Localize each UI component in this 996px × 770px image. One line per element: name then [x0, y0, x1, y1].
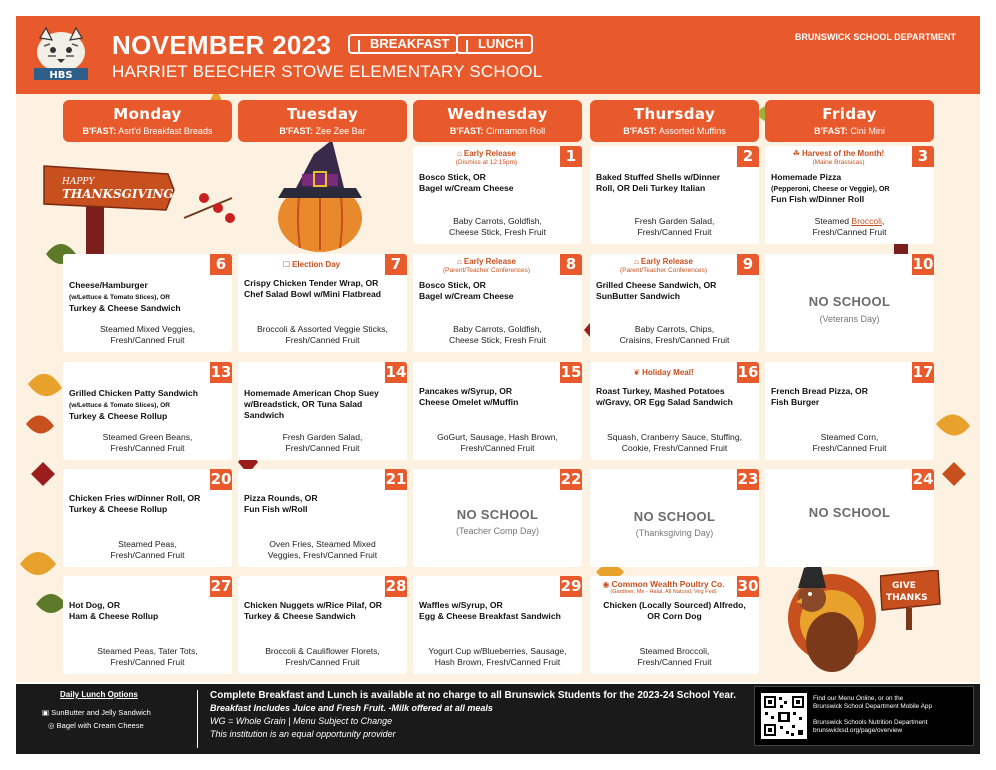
- bfast-item: Asrt'd Breakfast Breads: [118, 126, 213, 136]
- no-school-reason: (Veterans Day): [819, 314, 880, 324]
- lunch-pill: ❙ LUNCH: [456, 34, 533, 54]
- day-cell-13: [63, 362, 232, 460]
- lunch-options-title: Daily Lunch Options: [60, 690, 138, 699]
- top-margin: [0, 0, 996, 16]
- bfast-item: Zee Zee Bar: [315, 126, 366, 136]
- bfast-label: B'FAST:: [82, 126, 117, 136]
- chicken-icon: ◉: [602, 580, 610, 589]
- day-number: 10: [912, 255, 934, 273]
- day-cell-10: [765, 254, 934, 352]
- day-number: 20: [210, 470, 232, 488]
- happy-thanksgiving-sign: [42, 160, 182, 220]
- footer-free-meals: Complete Breakfast and Lunch is available at no charge to all Brunswick Students for the 2023-24 School Year.: [210, 690, 737, 701]
- footer-divider: [197, 690, 198, 748]
- sides-line: Steamed Green Beans,: [102, 432, 193, 442]
- day-number: 17: [912, 363, 934, 381]
- day-cell-21: [238, 469, 407, 567]
- header-banner: [16, 16, 980, 94]
- day-number: 6: [210, 254, 232, 275]
- entree-line: Turkey & Cheese Sandwich: [69, 303, 181, 313]
- school-icon: ⌂: [457, 257, 462, 266]
- sides-text: Steamed: [814, 216, 852, 226]
- day-cell-3: [765, 146, 934, 244]
- entree-line: Bosco Stick, OR: [419, 280, 486, 290]
- sides-line: Steamed Mixed Veggies,: [99, 324, 196, 334]
- sides-line: Veggies, Fresh/Canned Fruit: [267, 550, 378, 560]
- entree-note: (w/Lettuce & Tomato Slices), OR: [69, 294, 170, 301]
- entree-line: Pancakes w/Syrup, OR: [419, 386, 513, 396]
- bfast-label: B'FAST:: [814, 126, 848, 136]
- entree-line: w/Breadstick, OR Tuna Salad: [244, 399, 363, 409]
- bfast-item: Assorted Muffins: [658, 126, 726, 136]
- sides-line: Fresh/Canned Fruit: [285, 657, 360, 667]
- lunch-option-2: ◎ Bagel with Cream Cheese: [48, 721, 144, 730]
- footer-wg-note: WG = Whole Grain | Menu Subject to Change: [210, 716, 393, 726]
- day-cell-16: [590, 362, 759, 460]
- sides-line: Fresh/Canned Fruit: [110, 550, 185, 560]
- no-school-label: NO SCHOOL: [808, 294, 891, 309]
- entree-line: Sandwich: [244, 410, 285, 420]
- day-cell-15: [413, 362, 582, 460]
- event-tag: Early Release: [463, 149, 516, 158]
- day-number: 21: [385, 470, 407, 488]
- event-tag: Early Release: [640, 257, 693, 266]
- day-number: 24: [912, 470, 934, 488]
- sides-line: Fresh/Canned Fruit: [637, 227, 712, 237]
- fork-icon: ❙: [354, 38, 365, 52]
- ballot-icon: ☐: [282, 260, 291, 269]
- no-school-reason: (Thanksgiving Day): [635, 528, 714, 538]
- bfast-label: B'FAST:: [279, 126, 314, 136]
- qr-text-department: Brunswick Schools Nutrition Department brunswicksd.org/page/overview: [813, 719, 928, 734]
- day-number: 23: [737, 470, 759, 488]
- qr-text-online: Find our Menu Online, or on the Brunswick School Department Mobile App: [813, 695, 932, 710]
- turkey-decoration: [772, 558, 892, 682]
- day-number: 7: [385, 254, 407, 275]
- day-name: Thursday: [633, 105, 716, 123]
- day-number: 29: [560, 577, 582, 595]
- svg-text:HBS: HBS: [49, 70, 73, 81]
- bfast-label: B'FAST:: [623, 126, 657, 136]
- footer: [16, 684, 980, 754]
- entree-line: Turkey & Cheese Sandwich: [244, 611, 356, 621]
- entree-line: Grilled Cheese Sandwich, OR: [596, 280, 717, 290]
- bfast-label: B'FAST:: [449, 126, 484, 136]
- entree-line: Ham & Cheese Rollup: [69, 611, 159, 621]
- entree-line: w/Gravy, OR Egg Salad Sandwich: [596, 397, 733, 407]
- sides-line: Steamed Peas,: [118, 539, 177, 549]
- entree-line: SunButter Sandwich: [596, 291, 681, 301]
- entree-line: OR Corn Dog: [647, 611, 702, 621]
- entree-line: Cheese Omelet w/Muffin: [419, 397, 519, 407]
- event-tag: Harvest of the Month!: [801, 149, 885, 158]
- breakfast-pill: ❙ BREAKFAST: [348, 34, 458, 54]
- day-cell-6: [63, 254, 232, 352]
- sides-line: Squash, Cranberry Sauce, Stuffing,: [606, 432, 743, 442]
- day-cell-20: [63, 469, 232, 567]
- day-name: Friday: [822, 105, 877, 123]
- no-school-label: NO SCHOOL: [633, 509, 716, 524]
- entree-line: Chicken Nuggets w/Rice Pilaf, OR: [244, 600, 383, 610]
- day-number: 28: [385, 577, 407, 595]
- day-cell-17: [765, 362, 934, 460]
- dayhead-friday: [765, 100, 934, 142]
- entree-line: Chef Salad Bowl w/Mini Flatbread: [244, 289, 382, 299]
- entree-line: Bosco Stick, OR: [419, 172, 486, 182]
- entree-line: Hot Dog, OR: [69, 600, 121, 610]
- sides-line: Fresh/Canned Fruit: [285, 335, 360, 345]
- day-number: 27: [210, 577, 232, 595]
- sides-text: ,: [881, 216, 885, 226]
- day-number: 8: [560, 254, 582, 275]
- pumpkin-hat-decoration: [262, 134, 382, 254]
- entree-line: Chicken Fries w/Dinner Roll, OR: [69, 493, 201, 503]
- qr-code-box[interactable]: [754, 686, 974, 746]
- entree-line: Grilled Chicken Patty Sandwich: [69, 388, 198, 398]
- entree-note: (w/Lettuce & Tomato Slices), OR: [69, 402, 170, 409]
- day-number: 9: [737, 254, 759, 275]
- dayhead-tuesday: [238, 100, 407, 142]
- sides-line: Fresh/Canned Fruit: [812, 227, 887, 237]
- dayhead-wednesday: [413, 100, 582, 142]
- leaf-icon: ☘: [792, 149, 800, 158]
- sides-line: Fresh Garden Salad,: [634, 216, 715, 226]
- sides-line: Oven Fries, Steamed Mixed: [269, 539, 376, 549]
- footer-breakfast-note: Breakfast Includes Juice and Fresh Fruit. -Milk offered at all meals: [210, 703, 493, 713]
- school-icon: ⌂: [457, 149, 462, 158]
- school-icon: ⌂: [634, 257, 639, 266]
- sides-line: Craisins, Fresh/Canned Fruit: [619, 335, 730, 345]
- event-subtag: (Parent/Teacher Conferences): [442, 267, 531, 274]
- qr-code[interactable]: [761, 693, 807, 739]
- day-cell-22: [413, 469, 582, 567]
- sides-line: Hash Brown, Fresh/Canned Fruit: [434, 657, 561, 667]
- event-subtag: (Parent/Teacher Conferences): [619, 267, 708, 274]
- day-number: 16: [737, 363, 759, 381]
- sides-line: Fresh/Canned Fruit: [110, 443, 185, 453]
- sides-line: Cookie, Fresh/Canned Fruit: [621, 443, 728, 453]
- entree-line: Turkey & Cheese Rollup: [69, 504, 168, 514]
- fork-icon: ❙: [462, 38, 473, 52]
- sign-give: GIVE: [892, 581, 916, 591]
- day-number: 2: [737, 146, 759, 167]
- month-title: NOVEMBER 2023: [112, 30, 332, 60]
- cat-mascot-logo: [30, 26, 92, 82]
- sides-line: Fresh/Canned Fruit: [812, 443, 887, 453]
- event-subtag: (Gardiner, Me - Halal, All Natural, Veg Fed): [610, 589, 717, 595]
- sides-line: Fresh/Canned Fruit: [110, 657, 185, 667]
- day-cell-2: [590, 146, 759, 244]
- sides-line: Steamed Corn,: [820, 432, 879, 442]
- broccoli-link[interactable]: Broccoli: [851, 216, 882, 226]
- entree-line: Fun Fish w/Dinner Roll: [771, 194, 865, 204]
- bagel-icon: ◎: [48, 721, 55, 730]
- department-name: BRUNSWICK SCHOOL DEPARTMENT: [794, 32, 956, 42]
- entree-line: Cheese/Hamburger: [69, 280, 148, 290]
- sides-line: Yogurt Cup w/Blueberries, Sausage,: [428, 646, 567, 656]
- entree-line: Chicken (Locally Sourced) Alfredo,: [603, 600, 746, 610]
- entree-line: Bagel w/Cream Cheese: [419, 291, 514, 301]
- no-school-label: NO SCHOOL: [808, 505, 891, 520]
- day-cell-1: [413, 146, 582, 244]
- day-number: 1: [560, 146, 582, 167]
- entree-line: Fun Fish w/Roll: [244, 504, 308, 514]
- entree-line: Homemade Pizza: [771, 172, 842, 182]
- day-name: Monday: [113, 105, 182, 123]
- event-subtag: (Dismiss at 12:15pm): [455, 159, 518, 166]
- give-thanks-sign: [880, 570, 942, 630]
- entree-line: Crispy Chicken Tender Wrap, OR: [244, 278, 379, 288]
- banner-happy: HAPPY: [62, 177, 95, 187]
- day-number: 13: [210, 363, 232, 381]
- sides-line: Fresh Garden Salad,: [282, 432, 363, 442]
- day-cell-30: [590, 576, 759, 674]
- day-cell-28: [238, 576, 407, 674]
- sides-line: Fresh/Canned Fruit: [110, 335, 185, 345]
- sides-line: Baby Carrots, Goldfish,: [453, 216, 542, 226]
- entree-line: (Pepperoni, Cheese or Veggie), OR: [771, 184, 890, 193]
- entree-line: Roll, OR Deli Turkey Italian: [596, 183, 706, 193]
- event-tag: Early Release: [463, 257, 516, 266]
- sides-line: Cheese Stick, Fresh Fruit: [449, 335, 546, 345]
- day-name: Wednesday: [447, 105, 548, 123]
- day-cell-24: [765, 469, 934, 567]
- sides-line: Fresh/Canned Fruit: [460, 443, 535, 453]
- day-number: 14: [385, 363, 407, 381]
- entree-line: Turkey & Cheese Rollup: [69, 411, 168, 421]
- sign-thanks: THANKS: [886, 593, 928, 603]
- sides-line: Fresh/Canned Fruit: [637, 657, 712, 667]
- dayhead-monday: [63, 100, 232, 142]
- entree-line: Bagel w/Cream Cheese: [419, 183, 514, 193]
- sides-line: Baby Carrots, Chips,: [634, 324, 715, 334]
- footer-equal-opportunity: This institution is an equal opportunity provider: [210, 729, 396, 739]
- entree-line: Roast Turkey, Mashed Potatoes: [596, 386, 725, 396]
- day-number: 3: [912, 146, 934, 167]
- entree-line: Fish Burger: [771, 397, 820, 407]
- no-school-label: NO SCHOOL: [456, 507, 539, 522]
- event-tag: Election Day: [292, 260, 341, 269]
- event-tag: Common Wealth Poultry Co.: [611, 579, 725, 589]
- day-cell-9: [590, 254, 759, 352]
- entree-line: French Bread Pizza, OR: [771, 386, 868, 396]
- sandwich-icon: ▣: [42, 708, 50, 717]
- day-cell-29: [413, 576, 582, 674]
- sides-line: Cheese Stick, Fresh Fruit: [449, 227, 546, 237]
- dayhead-thursday: [590, 100, 759, 142]
- day-cell-27: [63, 576, 232, 674]
- event-tag: Holiday Meal!: [642, 368, 694, 377]
- sides-line: Fresh/Canned Fruit: [285, 443, 360, 453]
- day-number: 30: [737, 577, 759, 595]
- sides-line: Steamed Broccoli,: [639, 646, 710, 656]
- bfast-item: Cini Mini: [850, 126, 885, 136]
- bfast-item: Cinnamon Roll: [486, 126, 546, 136]
- sides-line: Broccoli & Assorted Veggie Sticks,: [257, 324, 388, 334]
- day-cell-7: [238, 254, 407, 352]
- event-subtag: (Maine Brassicas): [812, 159, 865, 166]
- entree-line: Waffles w/Syrup, OR: [419, 600, 503, 610]
- entree-line: Pizza Rounds, OR: [244, 493, 318, 503]
- sides-line: GoGurt, Sausage, Hash Brown,: [437, 432, 558, 442]
- entree-line: Homemade American Chop Suey: [244, 388, 379, 398]
- sides-line: Baby Carrots, Goldfish,: [453, 324, 542, 334]
- day-cell-14: [238, 362, 407, 460]
- day-cell-8: [413, 254, 582, 352]
- sides-line: Steamed Peas, Tater Tots,: [97, 646, 198, 656]
- school-name: HARRIET BEECHER STOWE ELEMENTARY SCHOOL: [112, 62, 543, 81]
- day-number: 22: [560, 470, 582, 488]
- entree-line: Baked Stuffed Shells w/Dinner: [596, 172, 721, 182]
- no-school-reason: (Teacher Comp Day): [455, 526, 540, 536]
- entree-line: Egg & Cheese Breakfast Sandwich: [419, 611, 561, 621]
- day-number: 15: [560, 363, 582, 381]
- day-cell-23: [590, 469, 759, 567]
- lunch-option-1: ▣ SunButter and Jelly Sandwich: [42, 708, 151, 717]
- berries-decoration: [182, 188, 242, 238]
- day-name: Tuesday: [286, 105, 359, 123]
- turkey-icon: ❦: [633, 368, 641, 377]
- sides-line: Broccoli & Cauliflower Florets,: [265, 646, 380, 656]
- banner-thanksgiving: THANKSGIVING: [62, 187, 174, 201]
